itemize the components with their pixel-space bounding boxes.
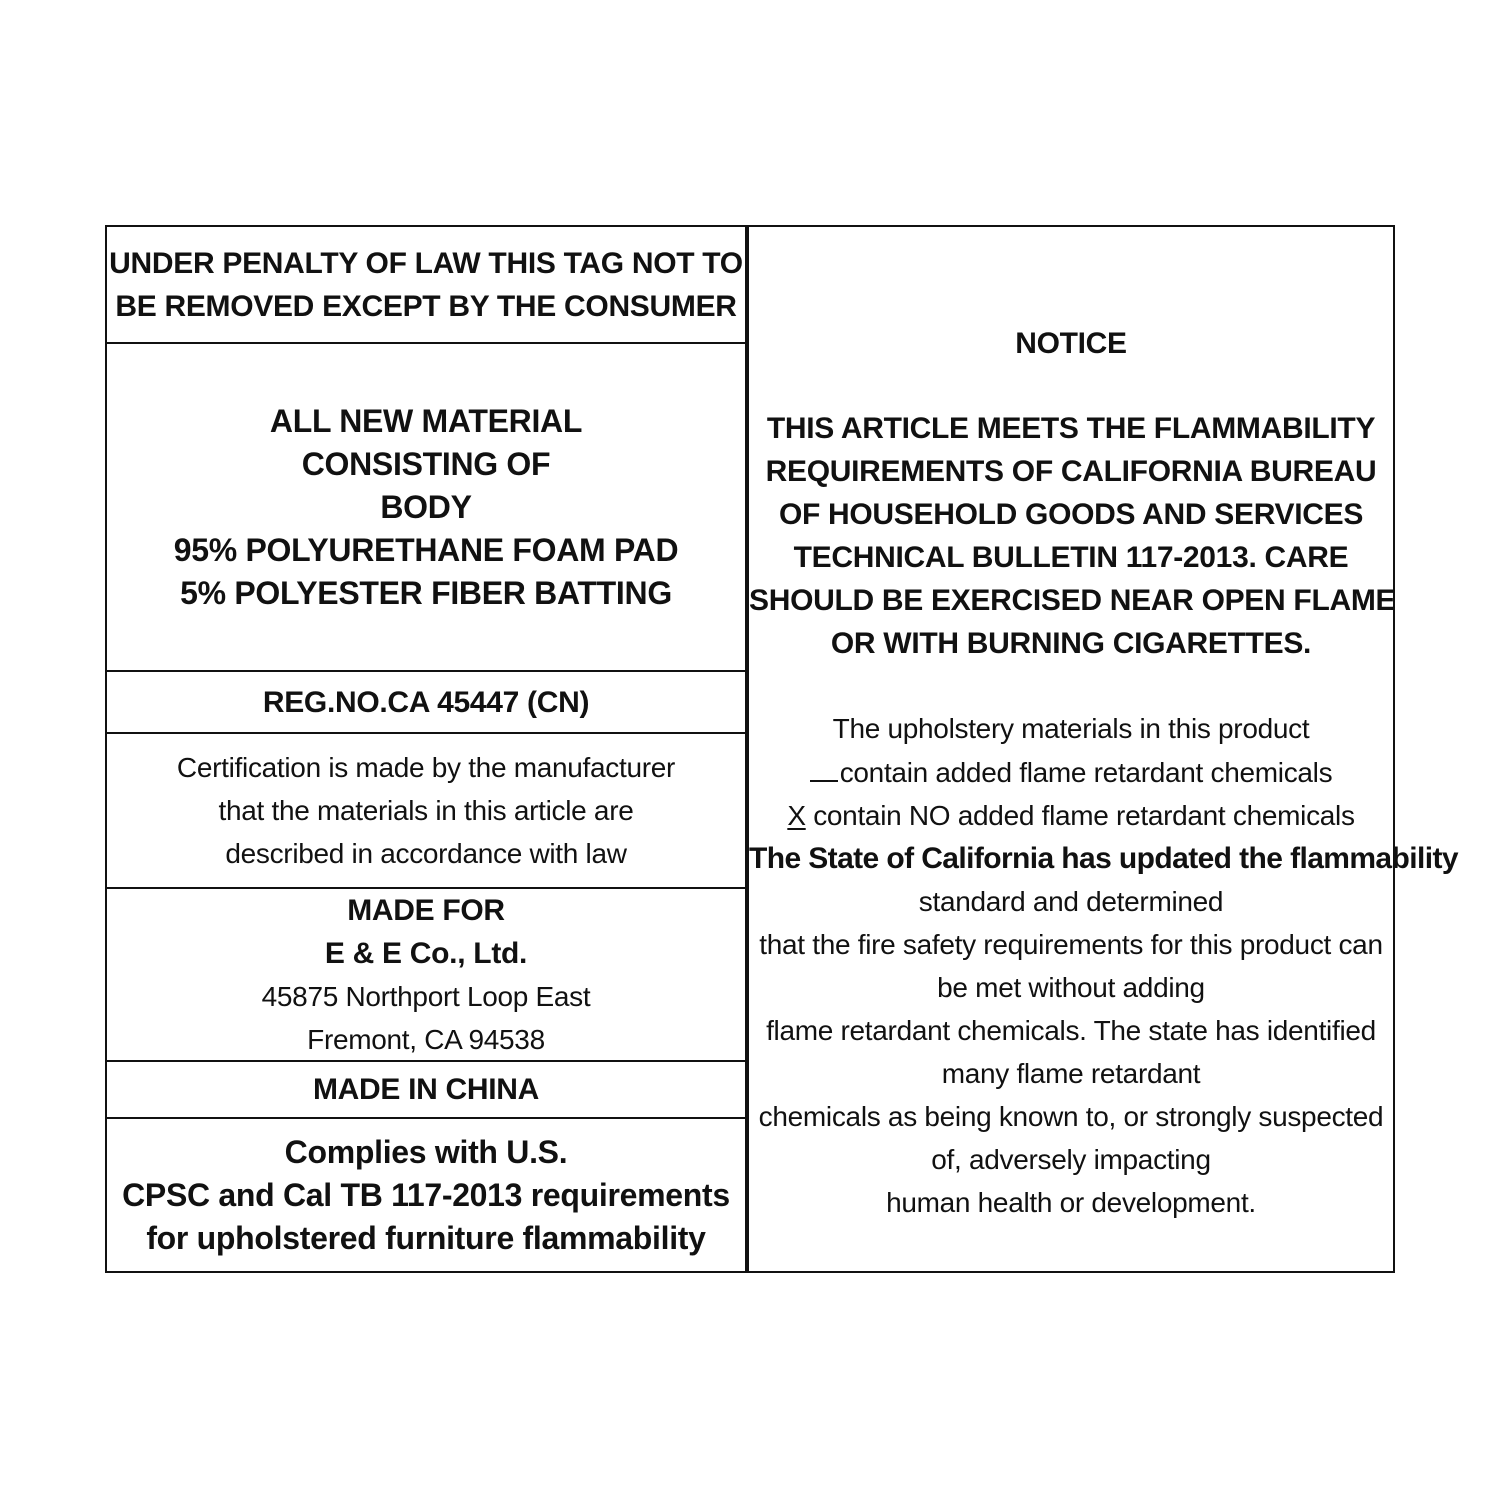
certification-line: described in accordance with law	[225, 838, 627, 869]
material-line: 95% POLYURETHANE FOAM PAD	[173, 531, 679, 568]
address-line: 45875 Northport Loop East	[261, 981, 591, 1012]
state-line: flame retardant chemicals. The state has identified	[766, 1015, 1376, 1046]
notice-line: OR WITH BURNING CIGARETTES.	[830, 627, 1312, 660]
country-of-origin	[107, 1062, 745, 1119]
checked-mark: X	[787, 800, 806, 831]
compliance-statement	[107, 1119, 745, 1271]
notice-line: THIS ARTICLE MEETS THE FLAMMABILITY	[766, 412, 1376, 445]
state-line: many flame retardant	[941, 1058, 1201, 1089]
option-contains	[749, 750, 1393, 794]
certification-line: Certification is made by the manufacturer	[176, 752, 676, 783]
notice-line: TECHNICAL BULLETIN 117-2013. CARE	[793, 541, 1349, 574]
option-none-text: contain NO added flame retardant chemicals	[813, 800, 1355, 831]
origin-text: MADE IN CHINA	[312, 1073, 540, 1106]
upholstery-intro: The upholstery materials in this product	[832, 713, 1310, 744]
certification-statement	[107, 734, 745, 889]
removal-warning	[107, 227, 745, 344]
compliance-line: for upholstered furniture flammability	[146, 1219, 706, 1256]
made-for-heading: MADE FOR	[347, 894, 505, 927]
material-line: ALL NEW MATERIAL	[269, 402, 583, 439]
material-line: 5% POLYESTER FIBER BATTING	[180, 574, 672, 611]
flame-retardant-disclosure	[749, 707, 1458, 1224]
state-line: of, adversely impacting	[931, 1144, 1211, 1175]
compliance-line: CPSC and Cal TB 117-2013 requirements	[122, 1176, 730, 1213]
left-panel	[107, 227, 749, 1271]
option-contains-text: contain added flame retardant chemicals	[839, 757, 1333, 788]
notice-line: OF HOUSEHOLD GOODS AND SERVICES	[778, 498, 1364, 531]
company-name: E & E Co., Ltd.	[324, 937, 528, 970]
warning-line: BE REMOVED EXCEPT BY THE CONSUMER	[115, 289, 737, 323]
state-statement-bold: The State of California has updated the flammability	[749, 842, 1458, 875]
address-line: Fremont, CA 94538	[307, 1024, 545, 1055]
notice-heading	[749, 322, 1393, 365]
notice-title: NOTICE	[1015, 327, 1127, 360]
flammability-notice	[749, 407, 1396, 665]
material-line: BODY	[380, 488, 472, 525]
state-line: chemicals as being known to, or strongly suspected	[758, 1101, 1384, 1132]
notice-line: SHOULD BE EXERCISED NEAR OPEN FLAME	[749, 584, 1396, 617]
option-none	[749, 794, 1393, 837]
state-line: human health or development.	[886, 1187, 1256, 1218]
notice-line: REQUIREMENTS OF CALIFORNIA BUREAU	[765, 455, 1377, 488]
material-line: CONSISTING OF	[301, 445, 551, 482]
notice-panel	[749, 227, 1458, 1271]
material-content	[107, 344, 745, 672]
state-line: be met without adding	[937, 972, 1205, 1003]
state-line: that the fire safety requirements for this product can	[759, 929, 1383, 960]
compliance-line: Complies with U.S.	[284, 1133, 568, 1170]
warning-line: UNDER PENALTY OF LAW THIS TAG NOT TO	[109, 246, 743, 280]
law-label-tag	[105, 225, 1458, 1273]
reg-no-text: REG.NO.CA 45447 (CN)	[262, 685, 590, 719]
unchecked-blank	[810, 750, 838, 782]
certification-line: that the materials in this article are	[218, 795, 634, 826]
registration-number	[107, 672, 745, 734]
made-for-block	[107, 889, 745, 1062]
state-line: standard and determined	[918, 886, 1224, 917]
